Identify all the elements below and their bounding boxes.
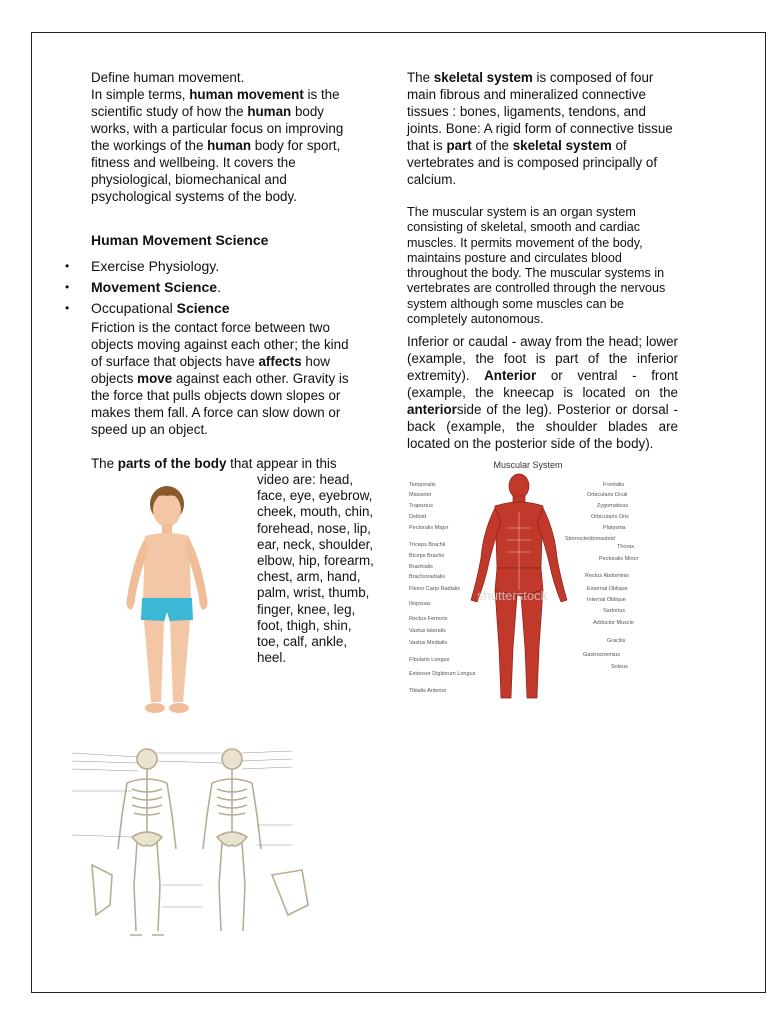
muscle-label: Masseter [409, 492, 432, 498]
muscle-label: Adductor Muscle [593, 620, 634, 626]
muscle-label: Internal Oblique [587, 597, 626, 603]
list-item: • Movement Science. [65, 277, 361, 298]
muscle-label: Frontalis [603, 482, 625, 488]
muscle-label: External Oblique [587, 586, 628, 592]
muscle-label: Trapezius [409, 503, 433, 509]
muscle-label: Zygomaticus [597, 503, 629, 509]
diagram-title: Muscular System [493, 460, 563, 470]
define-line: Define human movement. [91, 70, 245, 85]
muscle-label: Sartorius [603, 608, 626, 614]
muscle-label: Tibialis Anterior [409, 688, 447, 694]
muscle-label: Deltoid [409, 514, 427, 520]
muscle-label: Fibularis Longus [409, 657, 450, 663]
parts-of-body-block [91, 455, 374, 666]
muscle-label: Rectus Femoris [409, 616, 448, 622]
muscle-label: Orbicularis Oculi [587, 492, 628, 498]
muscle-label: Triceps Brachii [409, 542, 446, 548]
muscle-label: Vastus lateralis [409, 628, 446, 634]
friction-paragraph: Friction is the contact force between two objects moving against each other; the kind of surface that objects have affects how objects move against each other. Gravity is the force that pulls objects down slopes or makes them fall. A force can slow down or speed up an object. [91, 320, 349, 437]
parts-intro: The parts of the body that appear in this [91, 456, 337, 471]
muscle-label: Rectus Abdominis [585, 573, 630, 579]
science-list [65, 256, 361, 319]
muscle-label: Sternocleidomastoid [565, 536, 615, 542]
section-heading: Human Movement Science [91, 232, 269, 248]
muscular-system-paragraph: The muscular system is an organ system consisting of skeletal, smooth and cardiac muscles. It permits movement of the body, maintains posture and circulates blood throughout the body. The muscular systems in vertebrates are controlled through the nervous system although some muscles can be completely autonomous. [407, 205, 666, 327]
muscle-label: Thorax [617, 544, 635, 550]
watermark-text: shutterstock [477, 588, 548, 603]
skeleton-diagram-image [52, 745, 368, 943]
muscular-system-diagram [407, 460, 649, 712]
left-column [91, 69, 374, 666]
muscle-label: Pectoralis Major [409, 525, 449, 531]
parts-list: video are: head, face, eye, eyebrow, cheek, mouth, chin, forehead, nose, lip, ear, neck, shoulder, elbow, hip, forearm, chest, arm, hand, palm, wrist, thumb, finger, knee, leg, foot, thigh, shin, toe, calf, ankle, heel. [257, 472, 374, 666]
list-item: • Exercise Physiology. [65, 256, 361, 277]
muscle-label: Extensor Digitorum Longus [409, 671, 476, 677]
muscle-label: Temporalis [409, 482, 436, 488]
muscle-label: Orbicularis Oris [591, 514, 629, 520]
directional-terms-paragraph: Inferior or caudal - away from the head; lower (example, the foot is part of the inferior extremity). Anterior or ventral - front (example, the kneecap is located on the anteriorside of the leg). Posterior or dorsal - back (example, the shoulder blades are located on the posterior side of the body). [407, 334, 678, 452]
muscle-label: Pectoralis Minor [599, 556, 639, 562]
human-movement-paragraph: In simple terms, human movement is the scientific study of how the human body works, with a particular focus on improving the workings of the human body for sport, fitness and wellbeing. It covers the physiological, biomechanical and psychological systems of the body. [91, 87, 344, 204]
skeletal-system-paragraph: The skeletal system is composed of four main fibrous and mineralized connective tissues : bones, ligaments, tendons, and joints. Bone: A rigid form of connective tissue that is part of the skeletal system of vertebrates and is composed principally of calcium. [407, 70, 673, 187]
muscle-label: Brachialis [409, 564, 433, 570]
muscle-label: Vastus Medialis [409, 640, 448, 646]
muscle-label: Soleus [611, 664, 628, 670]
muscle-label: Platysma [603, 525, 626, 531]
child-figure-image [113, 480, 221, 720]
muscle-label: Brachioradialis [409, 574, 446, 580]
list-item: • Occupational Science [65, 298, 361, 319]
muscle-label: Flexor Carpi Radialis [409, 586, 461, 592]
muscle-label: Gracilis [607, 638, 626, 644]
muscle-label: Gastrocnemius [583, 652, 620, 658]
muscle-label: Iliopsoas [409, 601, 431, 607]
muscle-label: Biceps Brachii [409, 553, 444, 559]
right-column [407, 69, 678, 452]
